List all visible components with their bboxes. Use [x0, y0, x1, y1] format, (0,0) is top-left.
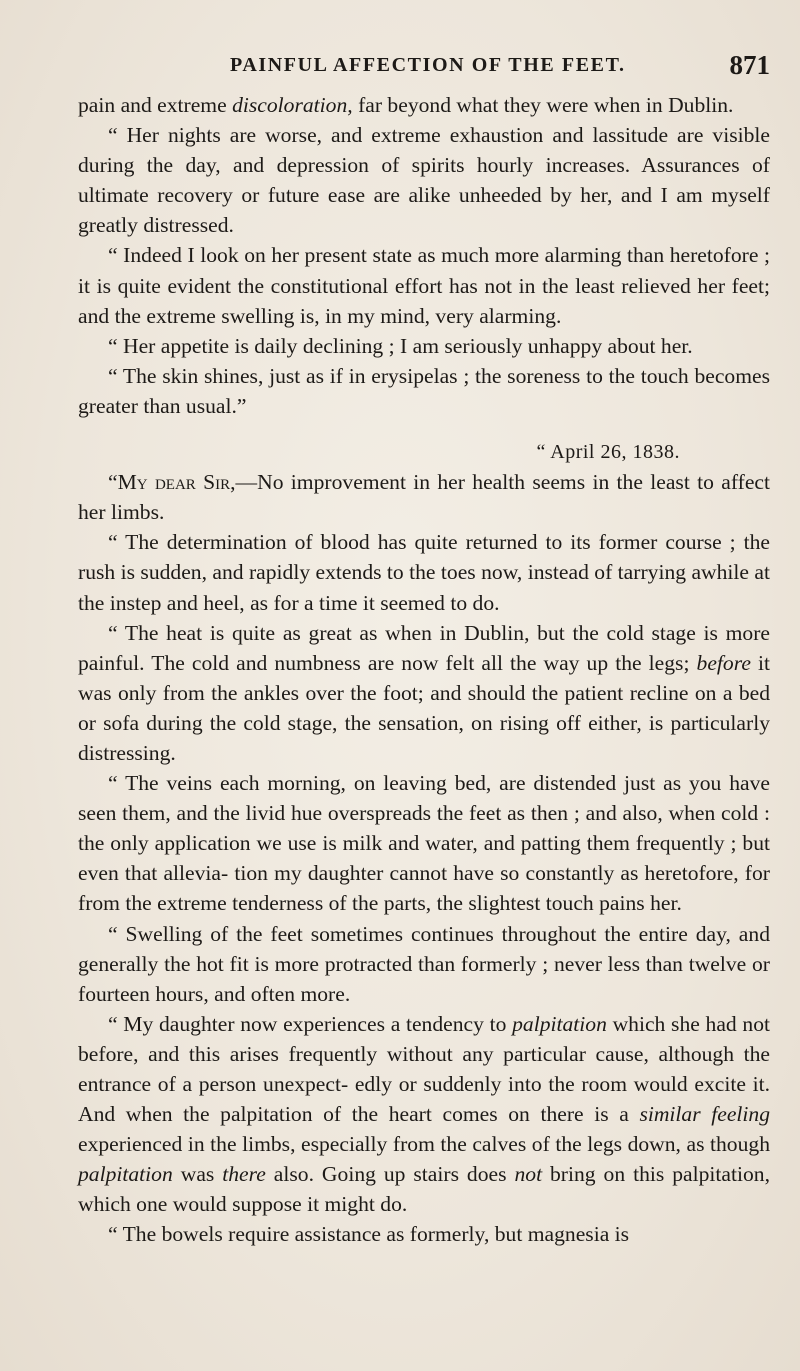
paragraph: pain and extreme discoloration, far beyond what they were when in Dublin. — [78, 93, 734, 117]
paragraph: “ The veins each morning, on leaving bed, are distended just as you have seen them, and the livid hue overspreads the feet as then ; and also, when cold : the only application we use is milk and water, and patting them frequently ; but even that allevia- tion my daughter cannot have so constantly as heretofore, for from the extreme tenderness of the parts, the slightest touch pains her. — [78, 771, 770, 916]
paragraph: “ The heat is quite as great as when in Dublin, but the cold stage is more painful. The cold and numbness are now felt all the way up the legs; before it was only from the ankles over the foot; and should the patient recline on a bed or sofa during the cold stage, the sensation, on rising off either, is particularly distressing. — [78, 620, 770, 765]
page-header — [78, 50, 770, 84]
paragraph: “ Swelling of the feet sometimes continues throughout the entire day, and generally the hot fit is more protracted than formerly ; never less than twelve or fourteen hours, and often more. — [78, 921, 770, 1006]
paragraph: “ The determination of blood has quite returned to its former course ; the rush is sudden, and rapidly extends to the toes now, instead of tarrying awhile at the instep and heel, as for a time it seemed to do. — [78, 530, 770, 615]
letter-dateline: “ April 26, 1838. — [536, 441, 680, 464]
letter-salutation: “My dear Sir,—No improvement in her health seems in the least to affect her limbs. — [78, 470, 770, 525]
paragraph: “ Indeed I look on her present state as much more alarming than heretofore ; it is quite evident the constitutional effort has not in the least relieved her feet; and the extreme swelling is, in my mind, very alarming. — [78, 243, 770, 328]
paragraph: “ Her nights are worse, and extreme exhaustion and lassitude are visible during the day, and depression of spirits hourly increases. Assurances of ultimate recovery or future ease are alike unheeded by her, and I am myself greatly distressed. — [78, 123, 770, 238]
paragraph: “ The bowels require assistance as formerly, but magnesia is — [108, 1222, 630, 1247]
running-head: PAINFUL AFFECTION OF THE FEET. — [230, 54, 626, 76]
page-number: 871 — [729, 50, 770, 80]
paragraph: “ The skin shines, just as if in erysipelas ; the soreness to the touch becomes greater than usual.” — [78, 363, 770, 418]
body-text — [78, 90, 770, 1250]
paragraph: “ My daughter now experiences a tendency to palpitation which she had not before, and this arises frequently without any particular cause, although the entrance of a person unexpect- edly or suddenly into the room would excite it. And when the palpitation of the heart comes on there is a similar feeling experienced in the limbs, especially from the calves of the legs down, as though palpitation was there also. Going up stairs does not bring on this palpitation, which one would suppose it might do. — [78, 1011, 771, 1217]
paragraph: “ Her appetite is daily declining ; I am seriously unhappy about her. — [108, 333, 693, 358]
